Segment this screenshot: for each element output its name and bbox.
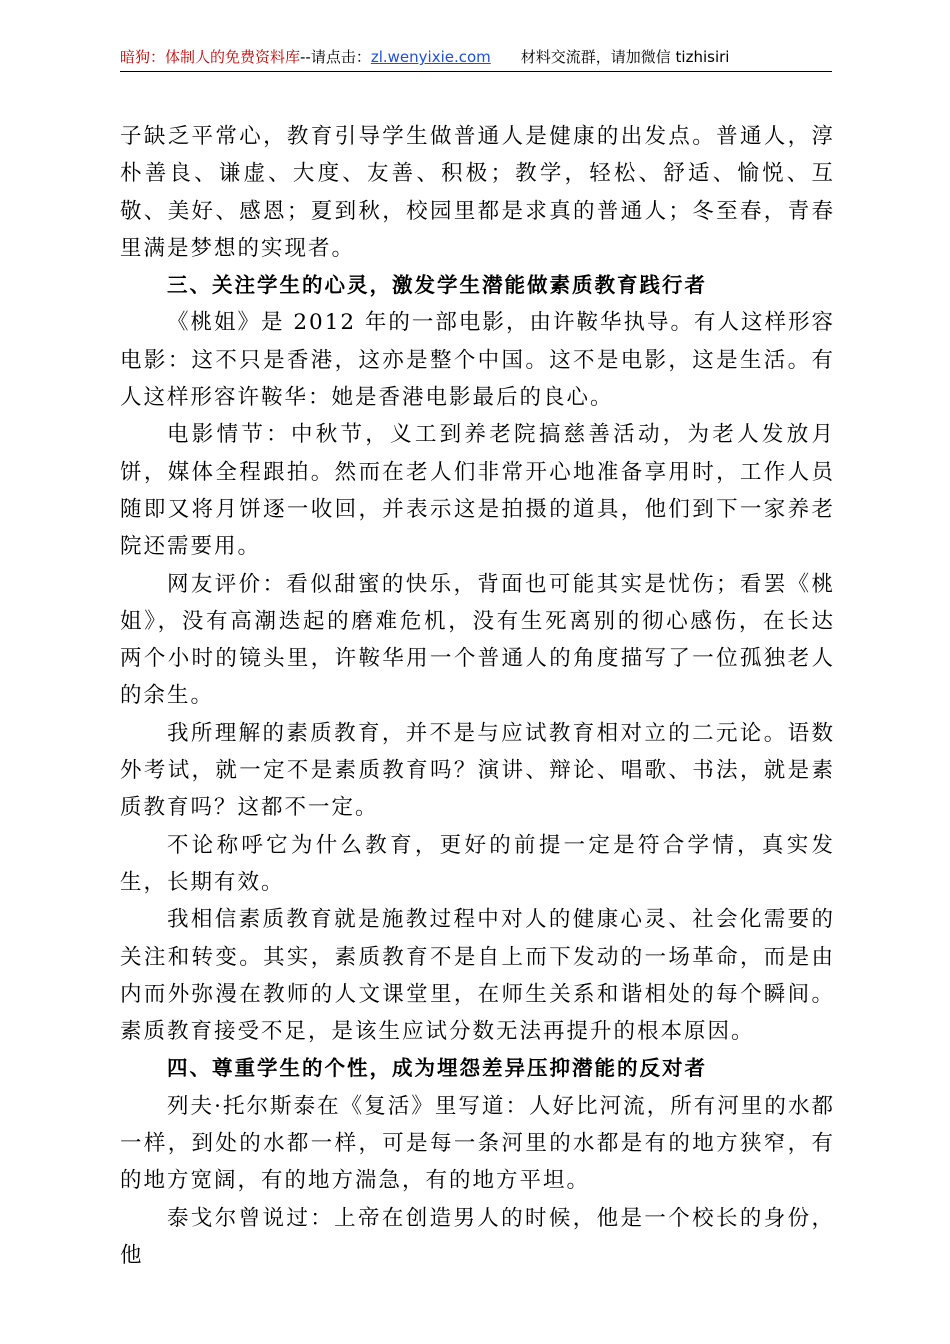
paragraph: 列夫·托尔斯泰在《复活》里写道：人好比河流，所有河里的水都一样，到处的水都一样，可是每一条河里的水都是有的地方狭窄，有的地方宽阔，有的地方湍急，有的地方平坦。 bbox=[120, 1093, 835, 1194]
paragraph: 泰戈尔曾说过：上帝在创造男人的时候，他是一个校长的身份，他 bbox=[120, 1205, 835, 1268]
document-body bbox=[120, 118, 835, 1274]
page-header bbox=[120, 46, 830, 72]
paragraph: 不论称呼它为什么教育，更好的前提一定是符合学情，真实发生，长期有效。 bbox=[120, 832, 835, 895]
header-group-note: 材料交流群，请加微信 tizhisiri bbox=[520, 48, 730, 66]
paragraph: 《桃姐》是 2012 年的一部电影，由许鞍华执导。有人这样形容电影：这不只是香港，这亦是整个中国。这不是电影，这是生活。有人这样形容许鞍华：她是香港电影最后的良心。 bbox=[120, 310, 835, 411]
paragraph-continuation: 子缺乏平常心，教育引导学生做普通人是健康的出发点。普通人，淳朴善良、谦虚、大度、友善、积极；教学，轻松、舒适、愉悦、互敬、美好、感恩；夏到秋，校园里都是求真的普通人；冬至春，青春里满是梦想的实现者。 bbox=[120, 124, 835, 261]
paragraph: 我相信素质教育就是施教过程中对人的健康心灵、社会化需要的关注和转变。其实，素质教育不是自上而下发动的一场革命，而是由内而外弥漫在教师的人文课堂里，在师生关系和谐相处的每个瞬间。素质教育接受不足，是该生应试分数无法再提升的根本原因。 bbox=[120, 907, 835, 1045]
header-divider bbox=[120, 71, 832, 72]
header-url-link[interactable]: zl.wenyixie.com bbox=[370, 48, 491, 66]
paragraph: 电影情节：中秋节，义工到养老院搞慈善活动，为老人发放月饼，媒体全程跟拍。然而在老人们非常开心地准备享用时，工作人员随即又将月饼逐一收回，并表示这是拍摄的道具，他们到下一家养老院还需要用。 bbox=[120, 422, 835, 560]
paragraph: 我所理解的素质教育，并不是与应试教育相对立的二元论。语数外考试，就一定不是素质教育吗？演讲、辩论、唱歌、书法，就是素质教育吗？这都不一定。 bbox=[120, 720, 835, 821]
header-brand: 暗狗：体制人的免费资料库 bbox=[120, 48, 301, 66]
paragraph: 网友评价：看似甜蜜的快乐，背面也可能其实是忧伤；看罢《桃姐》，没有高潮迭起的磨难危机，没有生死离别的彻心感伤，在长达两个小时的镜头里，许鞍华用一个普通人的角度描写了一位孤独老人的余生。 bbox=[120, 571, 835, 709]
header-click-prefix: --请点击： bbox=[300, 48, 371, 66]
section-heading-3: 三、关注学生的心灵，激发学生潜能做素质教育践行者 bbox=[167, 273, 707, 298]
section-heading-4: 四、尊重学生的个性，成为埋怨差异压抑潜能的反对者 bbox=[167, 1056, 707, 1081]
